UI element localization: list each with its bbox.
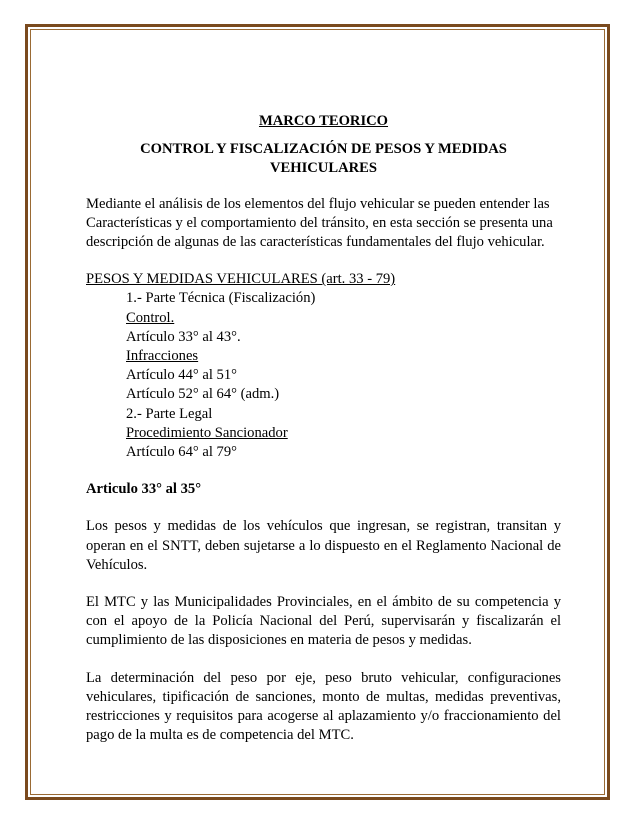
- paragraph-1: Los pesos y medidas de los vehículos que ingresan, se registran, transitan y operan en el SNTT, deben sujetarse a lo dispuesto en el Reglamento Nacional de Vehículos.: [86, 518, 561, 573]
- outline-list: [86, 289, 561, 462]
- intro-paragraph: Mediante el análisis de los elementos del flujo vehicular se pueden entender las Características y el comportamiento del tránsito, en esta sección se presenta una descripción de algunas de las características fundamentales del flujo vehicular.: [86, 195, 553, 251]
- article-heading: Articulo 33° al 35°: [86, 481, 202, 498]
- section-heading: PESOS Y MEDIDAS VEHICULARES (art. 33 - 79): [86, 271, 396, 288]
- outline-item: Artículo 64° al 79°: [126, 444, 237, 461]
- outline-item: 2.- Parte Legal: [126, 405, 213, 422]
- document-title: MARCO TEORICO: [258, 113, 389, 129]
- outline-item: Artículo 52° al 64° (adm.): [126, 386, 280, 403]
- outline-item: 1.- Parte Técnica (Fiscalización): [126, 290, 316, 307]
- document-body: [86, 112, 561, 745]
- outline-item: Artículo 33° al 43°.: [126, 328, 241, 345]
- paragraph-3: La determinación del peso por eje, peso bruto vehicular, configuraciones vehiculares, tipificación de sanciones, monto de multas, medidas preventivas, restricciones y requisitos para acogerse al aplazamiento y/o fraccionamiento del pago de la multa es de competencia del MTC.: [86, 669, 561, 744]
- outline-item: Control.: [126, 309, 175, 326]
- outline-item: Procedimiento Sancionador: [126, 424, 288, 441]
- outline-item: Infracciones: [126, 348, 199, 365]
- paragraph-2: El MTC y las Municipalidades Provinciales, en el ámbito de su competencia y con el apoyo de la Policía Nacional del Perú, supervisarán y fiscalizarán el cumplimiento de las disposiciones en materia de pesos y medidas.: [86, 594, 561, 649]
- outline-item: Artículo 44° al 51°: [126, 367, 237, 384]
- document-subtitle: CONTROL Y FISCALIZACIÓN DE PESOS Y MEDIDAS VEHICULARES: [140, 141, 507, 177]
